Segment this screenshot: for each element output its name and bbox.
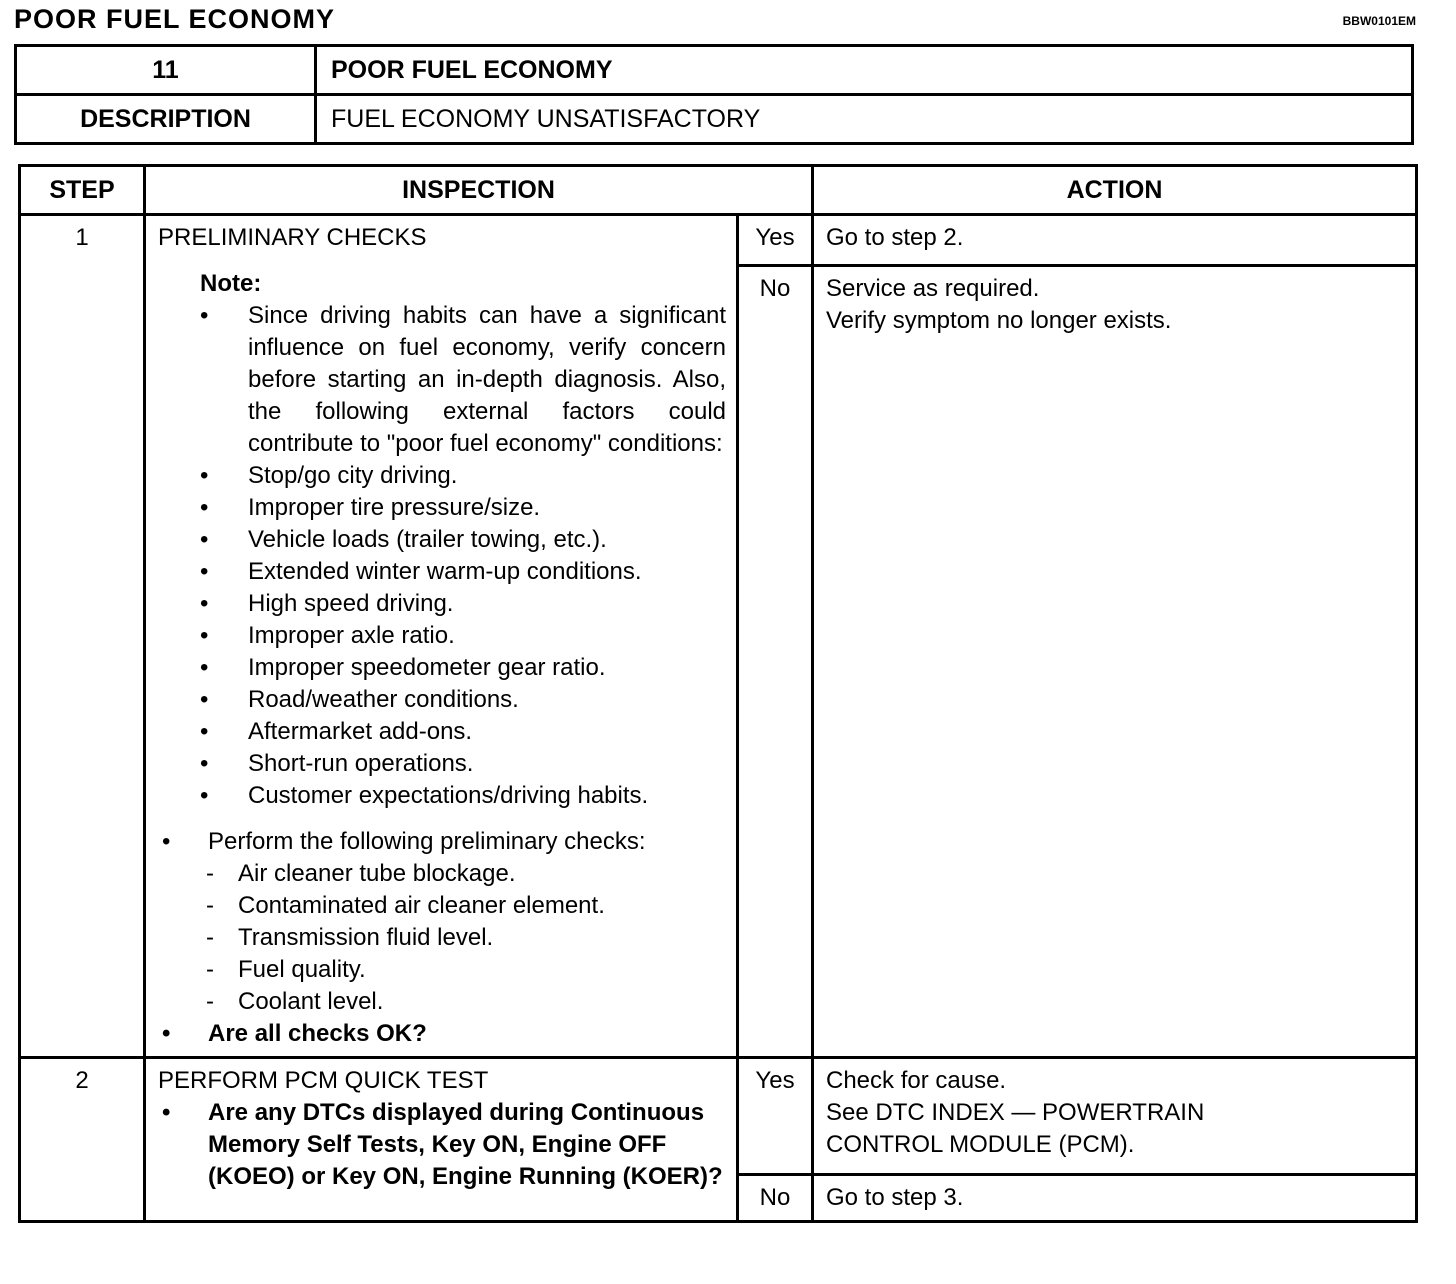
col-action-header: ACTION bbox=[813, 166, 1417, 215]
action-line: Go to step 3. bbox=[826, 1184, 964, 1211]
page-title: POOR FUEL ECONOMY bbox=[14, 4, 336, 34]
list-item: - Air cleaner tube blockage. bbox=[206, 858, 726, 890]
diagnostic-table bbox=[18, 164, 1418, 1223]
yes-label: Yes bbox=[738, 1058, 813, 1175]
list-item: - Coolant level. bbox=[206, 986, 726, 1018]
no-action bbox=[813, 266, 1417, 1058]
symptom-number: 11 bbox=[16, 46, 316, 95]
symptom-header-table bbox=[14, 44, 1414, 145]
step-question: • Are all checks OK? bbox=[158, 1018, 726, 1050]
step-question: • Are any DTCs displayed during Continuous Memory Self Tests, Key ON, Engine OFF (KOEO) or Key ON, Engine Running (KOER)? bbox=[158, 1097, 726, 1193]
document-code: BBW0101EM bbox=[1342, 14, 1416, 28]
list-item: • High speed driving. bbox=[200, 588, 726, 620]
no-label: No bbox=[738, 266, 813, 1058]
action-line: Check for cause. bbox=[826, 1067, 1007, 1094]
checks-sublist bbox=[208, 858, 726, 1018]
list-item: • Stop/go city driving. bbox=[200, 460, 726, 492]
step-number: 2 bbox=[20, 1058, 145, 1222]
step-number: 1 bbox=[20, 215, 145, 1058]
action-line: Go to step 2. bbox=[826, 224, 964, 251]
list-item: • Improper axle ratio. bbox=[200, 620, 726, 652]
note-list bbox=[158, 300, 726, 812]
action-line: See DTC INDEX — POWERTRAIN bbox=[826, 1099, 1205, 1126]
col-step-header: STEP bbox=[20, 166, 145, 215]
symptom-name: POOR FUEL ECONOMY bbox=[316, 46, 1413, 95]
perform-checks-item bbox=[158, 826, 726, 1018]
check-list bbox=[158, 826, 726, 1050]
step-heading: PERFORM PCM QUICK TEST bbox=[158, 1067, 489, 1094]
list-item: • Improper speedometer gear ratio. bbox=[200, 652, 726, 684]
yes-label: Yes bbox=[738, 215, 813, 266]
no-label: No bbox=[738, 1175, 813, 1222]
step-heading: PRELIMINARY CHECKS bbox=[158, 224, 427, 251]
action-line: Verify symptom no longer exists. bbox=[826, 307, 1172, 334]
list-item: • Extended winter warm-up conditions. bbox=[200, 556, 726, 588]
note-label: Note: bbox=[200, 270, 262, 297]
list-item: - Transmission fluid level. bbox=[206, 922, 726, 954]
action-line: Service as required. bbox=[826, 275, 1040, 302]
perform-checks-label: • Perform the following preliminary checks: bbox=[208, 828, 646, 855]
step-inspection bbox=[145, 215, 738, 1058]
no-action bbox=[813, 1175, 1417, 1222]
description-label: DESCRIPTION bbox=[16, 95, 316, 144]
col-inspection-header: INSPECTION bbox=[145, 166, 813, 215]
list-item: • Vehicle loads (trailer towing, etc.). bbox=[200, 524, 726, 556]
yes-action bbox=[813, 1058, 1417, 1175]
yes-action bbox=[813, 215, 1417, 266]
list-item: - Contaminated air cleaner element. bbox=[206, 890, 726, 922]
list-item: • Road/weather conditions. bbox=[200, 684, 726, 716]
list-item: • Improper tire pressure/size. bbox=[200, 492, 726, 524]
step-inspection bbox=[145, 1058, 738, 1222]
description-value: FUEL ECONOMY UNSATISFACTORY bbox=[316, 95, 1413, 144]
question-list bbox=[158, 1097, 726, 1193]
action-line: CONTROL MODULE (PCM). bbox=[826, 1131, 1135, 1158]
list-item: • Aftermarket add-ons. bbox=[200, 716, 726, 748]
list-item: - Fuel quality. bbox=[206, 954, 726, 986]
list-item: • Short-run operations. bbox=[200, 748, 726, 780]
list-item: • Customer expectations/driving habits. bbox=[200, 780, 726, 812]
list-item: • Since driving habits can have a significant influence on fuel economy, verify concern before starting an in-depth diagnosis. Also, the following external factors could contribute to "poor fuel economy" conditions: bbox=[200, 300, 726, 460]
